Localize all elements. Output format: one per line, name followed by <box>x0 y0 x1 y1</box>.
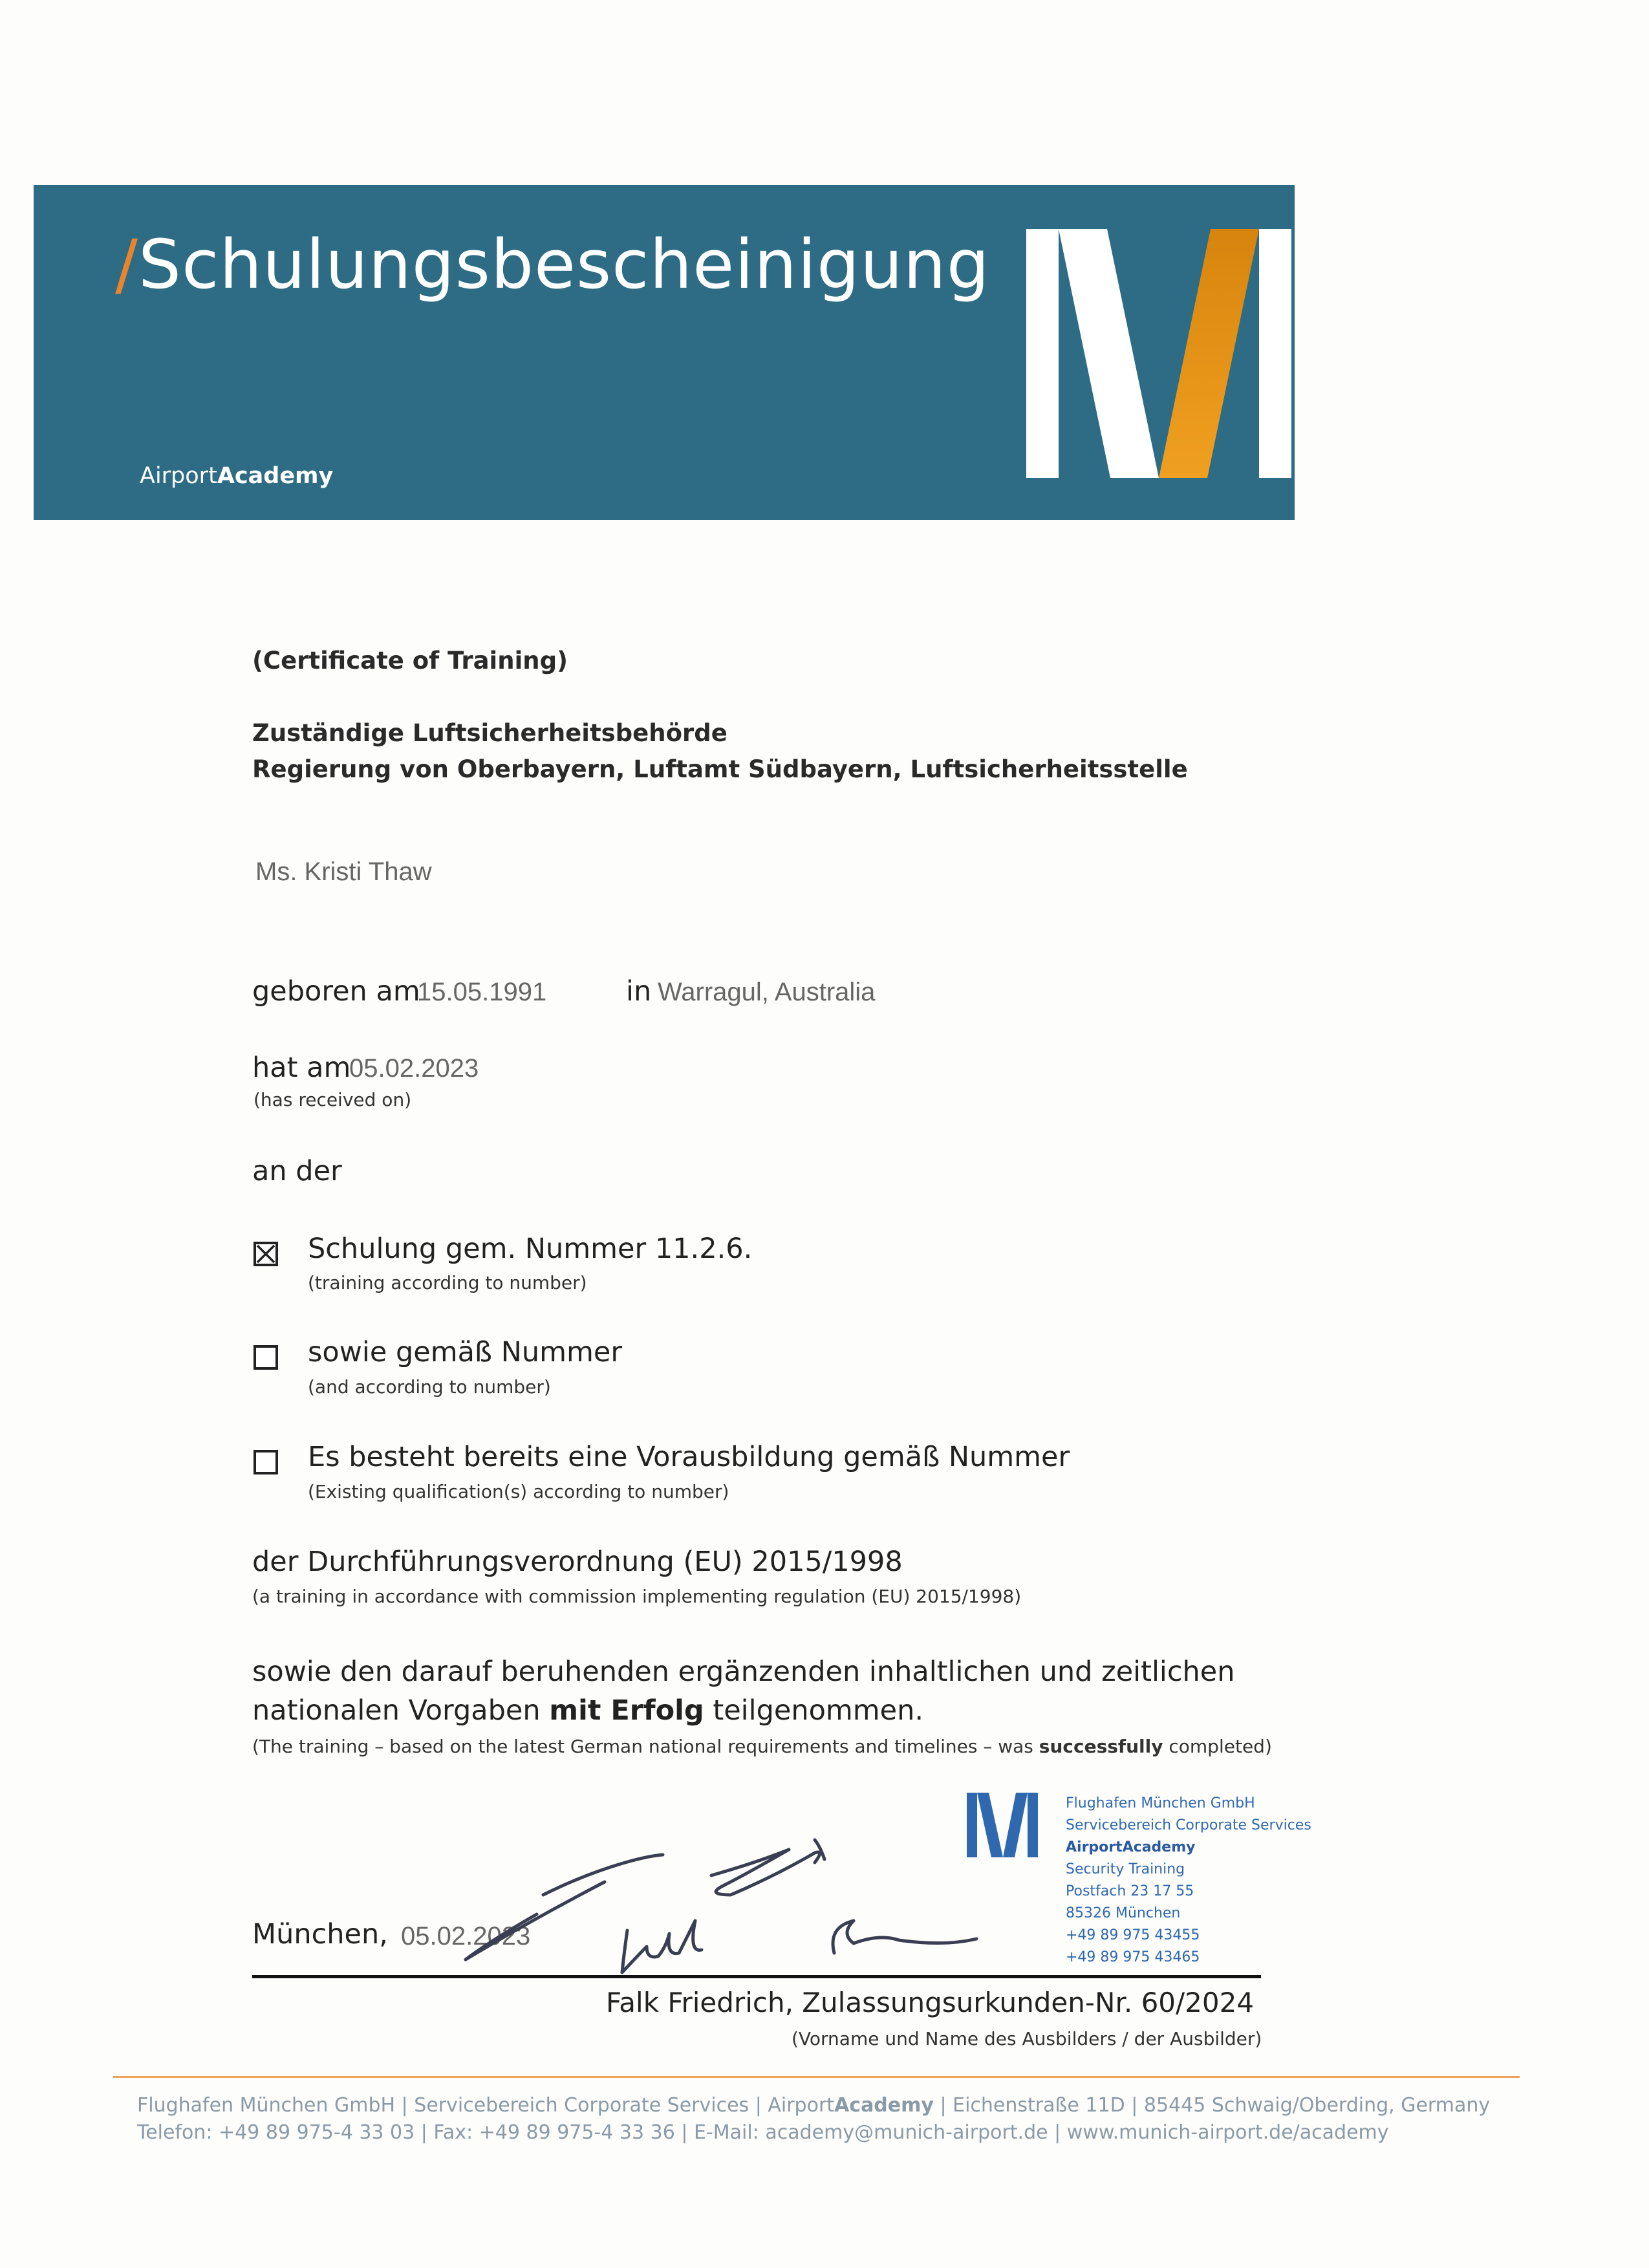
company-stamp: Flughafen München GmbH Servicebereich Corporate Services AirportAcademy Security Training Postfach 23 17 55 85326 München +49 89 975 43455 +49 89 975 43465 <box>1066 1795 1311 1965</box>
completion-sub: (The training – based on the latest German national requirements and timelines – was successfully completed) <box>252 1736 1272 1757</box>
authority-name: Regierung von Oberbayern, Luftamt Südbayern, Luftsicherheitsstelle <box>252 755 1188 783</box>
signature-place: München, <box>252 1918 388 1950</box>
completion-line1: sowie den darauf beruhenden ergänzenden inhaltlichen und zeitlichen <box>252 1656 1235 1688</box>
received-date: 05.02.2023 <box>349 1054 479 1083</box>
checkmark-x-icon <box>256 1244 275 1264</box>
regulation-text: der Durchführungsverordnung (EU) 2015/1998 <box>252 1546 903 1578</box>
footer-divider <box>113 2076 1520 2078</box>
option-checkbox-checked[interactable] <box>253 1242 278 1266</box>
birth-place: Warragul, Australia <box>658 978 876 1006</box>
an-der-label: an der <box>252 1155 342 1187</box>
signature-line <box>252 1975 1261 1978</box>
option-label: Schulung gem. Nummer 11.2.6. <box>308 1233 753 1265</box>
received-sub: (has received on) <box>253 1089 412 1110</box>
document-title: /Schulungsbescheinigung <box>115 225 990 304</box>
handwritten-signature <box>453 1824 1048 1979</box>
born-label: geboren am <box>252 975 420 1008</box>
option-sub: (and according to number) <box>308 1376 551 1398</box>
authority-label: Zuständige Luftsicherheitsbehörde <box>252 719 727 747</box>
in-label: in <box>626 975 652 1008</box>
option-checkbox[interactable] <box>253 1345 278 1370</box>
regulation-sub: (a training in accordance with commission implementing regulation (EU) 2015/1998) <box>252 1586 1022 1607</box>
option-label: sowie gemäß Nummer <box>308 1336 623 1368</box>
munich-airport-logo-icon <box>994 229 1304 481</box>
received-label: hat am <box>252 1052 351 1084</box>
option-sub: (Existing qualification(s) according to number) <box>308 1481 729 1502</box>
footer-address: Flughafen München GmbH | Servicebereich Corporate Services | AirportAcademy | Eichenstraße 11D | 85445 Schwaig/Oberding, Germany <box>137 2094 1491 2117</box>
completion-line2: nationalen Vorgaben mit Erfolg teilgenommen. <box>252 1694 924 1727</box>
trainer-name: Falk Friedrich, Zulassungsurkunden-Nr. 60/2024 <box>606 1987 1255 2018</box>
birth-date: 15.05.1991 <box>417 978 547 1006</box>
footer-contact: Telefon: +49 89 975-4 33 03 | Fax: +49 89 975-4 33 36 | E-Mail: academy@munich-airport.de | www.munich-airport.de/academy <box>137 2121 1389 2144</box>
signature-date: 05.02.2023 <box>401 1922 531 1950</box>
trainer-sub: (Vorname und Name des Ausbilders / der Ausbilder) <box>792 2028 1262 2049</box>
recipient-name: Ms. Kristi Thaw <box>255 858 432 886</box>
certificate-subtitle: (Certificate of Training) <box>252 647 568 675</box>
option-sub: (training according to number) <box>308 1272 587 1293</box>
option-label: Es besteht bereits eine Vorausbildung gemäß Nummer <box>308 1441 1070 1473</box>
header-banner <box>34 185 1295 520</box>
option-checkbox[interactable] <box>253 1450 278 1474</box>
brand-name: AirportAcademy <box>140 463 334 489</box>
